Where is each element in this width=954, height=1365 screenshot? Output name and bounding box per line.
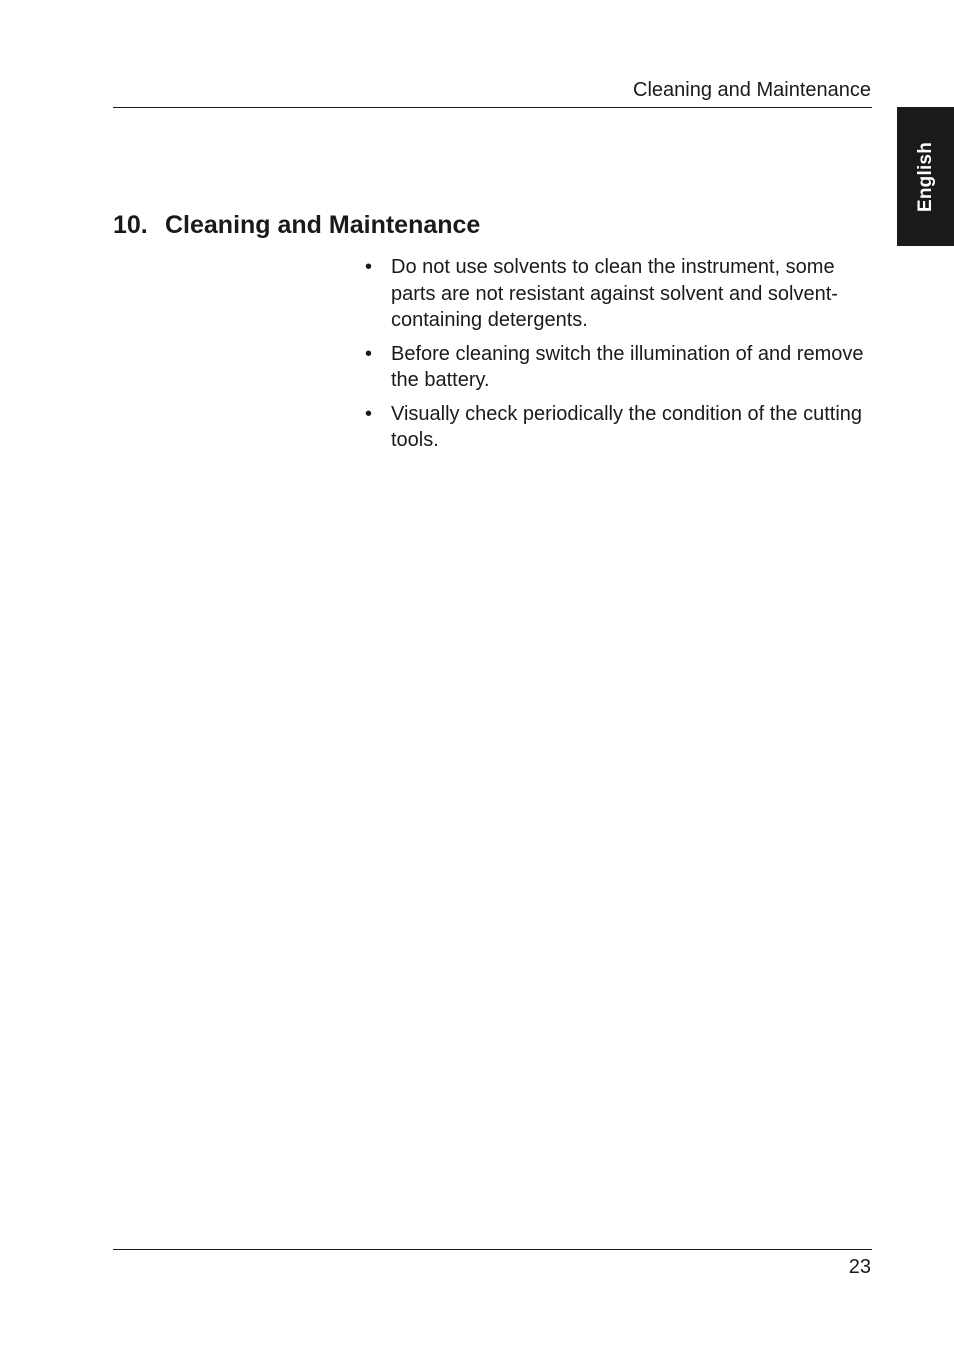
- list-item: [365, 341, 865, 394]
- list-item-text: Do not use solvents to clean the instrument, some parts are not resistant against solvent and solvent-containing detergents.: [391, 256, 838, 331]
- bullet-icon: •: [365, 342, 373, 365]
- language-tab-label: English: [914, 141, 936, 212]
- running-header-title: Cleaning and Maintenance: [633, 79, 871, 101]
- list-item-text: Before cleaning switch the illumination of and remove the battery.: [391, 342, 864, 391]
- header-rule: [113, 107, 872, 108]
- section-title: Cleaning and Maintenance: [165, 211, 481, 239]
- language-tab: [897, 107, 954, 246]
- section-number: 10.: [113, 211, 148, 239]
- section-heading: [113, 209, 480, 241]
- bullet-list: [365, 254, 865, 461]
- bullet-icon: •: [365, 256, 373, 278]
- page-number: 23: [848, 1256, 871, 1278]
- list-item: [365, 254, 865, 334]
- bullet-icon: •: [365, 402, 373, 425]
- list-item: [365, 401, 865, 454]
- footer-rule: [113, 1249, 872, 1250]
- list-item-text: Visually check periodically the condition of the cutting tools.: [391, 402, 863, 451]
